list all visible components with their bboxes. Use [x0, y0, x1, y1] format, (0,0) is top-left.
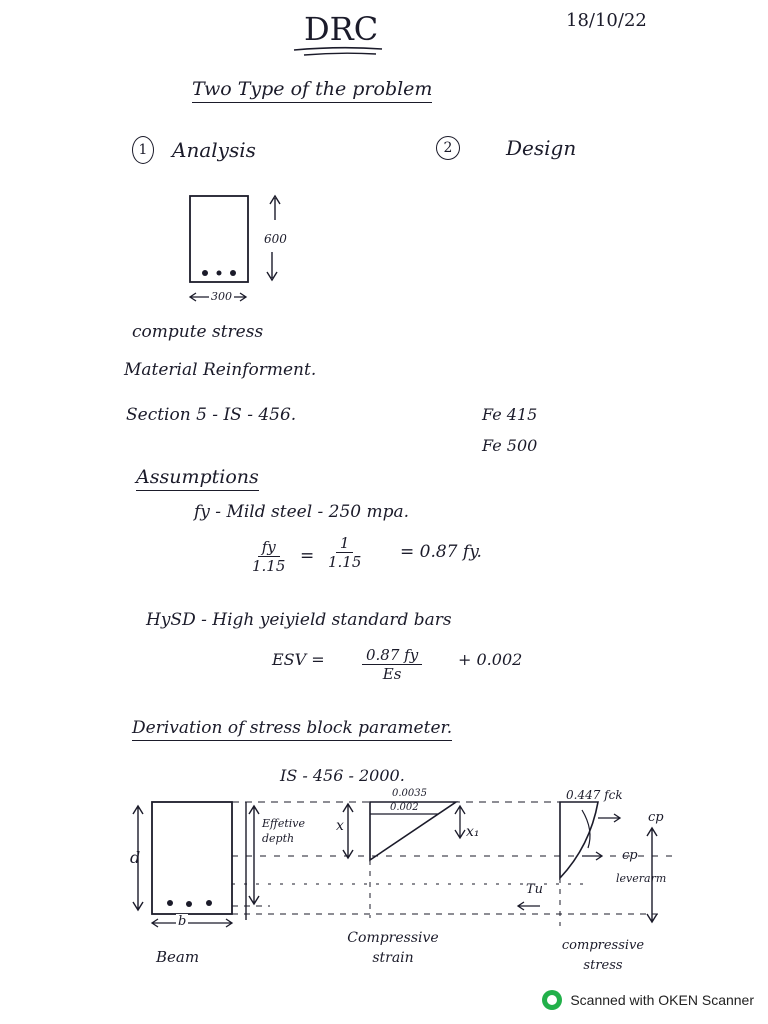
type-label: Analysis — [172, 138, 256, 162]
label-strain-inner: 0.002 — [390, 802, 419, 813]
hysd-line: HySD - High yeiyield standard bars — [146, 610, 452, 630]
grade-fe415: Fe 415 — [482, 405, 538, 424]
label-beam: Beam — [156, 948, 200, 966]
label-d: d — [130, 848, 141, 867]
up-arrow — [270, 196, 280, 220]
intro-heading: Two Type of the problem — [192, 78, 432, 103]
label-lever-arm: leverarm — [616, 872, 667, 885]
type-analysis — [132, 136, 256, 164]
denominator: 1.15 — [328, 553, 362, 571]
grade-fe500: Fe 500 — [482, 436, 538, 455]
denominator: Es — [382, 665, 402, 683]
type-design — [436, 136, 576, 160]
rebar-dot — [186, 901, 192, 907]
derivation-heading: Derivation of stress block parameter. — [132, 718, 452, 741]
height-label: 600 — [264, 232, 287, 246]
width-b-arrow — [152, 919, 232, 927]
cp-arrow-lower — [582, 852, 602, 860]
scanner-watermark — [542, 990, 754, 1010]
stress-block-shape — [560, 802, 598, 878]
type-label: Design — [506, 136, 577, 160]
label-effective-depth: Effetive depth — [262, 817, 305, 845]
rebar-dot — [206, 900, 212, 906]
beam-outline — [190, 196, 248, 282]
number-badge: 1 — [132, 136, 154, 164]
title-underline — [290, 44, 390, 58]
fraction-esv — [362, 646, 422, 683]
assumptions-heading: Assumptions — [136, 466, 259, 491]
note-section: Section 5 - IS - 456. — [126, 405, 297, 425]
note-compute-stress: compute stress — [132, 322, 264, 342]
label-cp-lower: cp — [622, 848, 638, 863]
rebar-dot — [202, 270, 208, 276]
equals-sign: = — [300, 546, 315, 566]
label-compressive-strain: Compressive strain — [347, 930, 439, 966]
note-material: Material Reinforment. — [124, 360, 317, 380]
beam-cross-section-sketch — [180, 190, 300, 310]
bottom-dashed-line — [232, 906, 660, 914]
esv-rhs: + 0.002 — [458, 650, 523, 669]
fy-line: fy - Mild steel - 250 mpa. — [194, 502, 410, 522]
esv-lhs: ESV = — [272, 650, 325, 669]
number-badge: 2 — [436, 136, 460, 160]
eq1-result: = 0.87 fy. — [400, 542, 482, 562]
fraction-fy-over-1-15 — [252, 538, 285, 575]
label-compressive-stress: compressive stress — [561, 938, 645, 973]
rebar-dot — [217, 271, 222, 276]
numerator: fy — [258, 538, 280, 557]
date: 18/10/22 — [566, 10, 647, 31]
derivation-code: IS - 456 - 2000. — [280, 766, 405, 785]
numerator: 0.87 fy — [362, 646, 422, 665]
numerator: 1 — [336, 534, 354, 553]
rebar-dot — [230, 270, 236, 276]
label-x1: x₁ — [466, 824, 480, 840]
tu-arrow — [518, 902, 540, 910]
cp-arrow-top — [598, 814, 620, 822]
label-b: b — [178, 914, 187, 929]
effective-depth-arrow — [249, 806, 259, 904]
label-strain-top: 0.0035 — [392, 788, 427, 799]
denominator: 1.15 — [252, 557, 286, 575]
fraction-1-over-1-15 — [328, 534, 361, 571]
label-tu: Tu — [526, 882, 544, 897]
page-title: DRC — [304, 10, 379, 48]
down-arrow — [267, 252, 277, 280]
label-cp-top: cp — [648, 810, 664, 825]
rebar-dot — [167, 900, 173, 906]
width-label: 300 — [211, 290, 232, 303]
scanner-text: Scanned with OKEN Scanner — [570, 992, 754, 1008]
label-fck: 0.447 fck — [566, 788, 623, 802]
label-x: x — [336, 818, 344, 834]
beam-section-outline — [152, 802, 232, 914]
x1-arrow — [455, 806, 465, 838]
scanner-logo-icon — [542, 990, 562, 1010]
